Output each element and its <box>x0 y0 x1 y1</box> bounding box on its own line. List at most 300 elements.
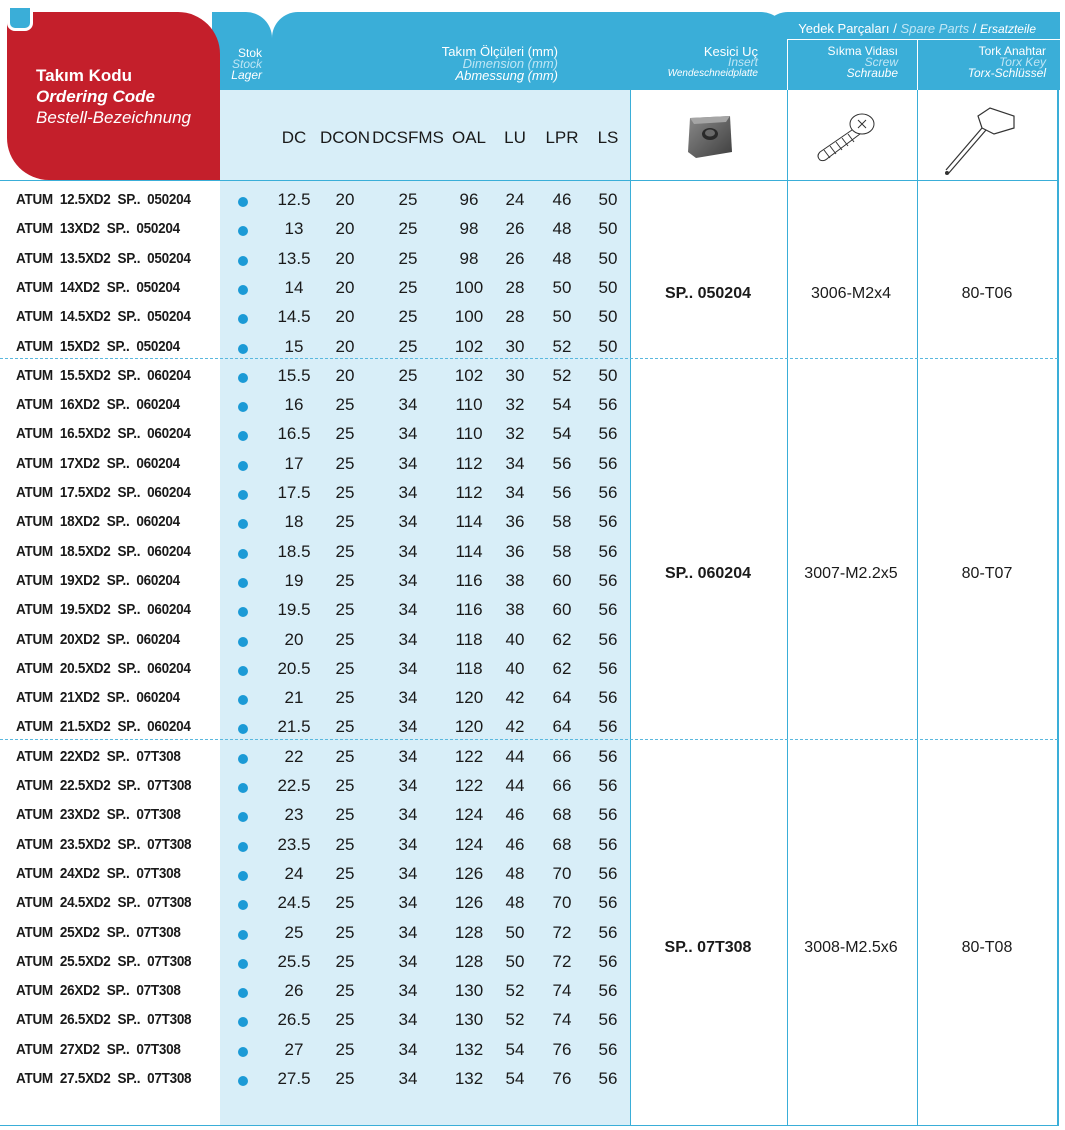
cell-dc: 14 <box>284 277 304 297</box>
group-insert-3: SP.. 07T308 <box>664 939 752 956</box>
cell-lpr: 76 <box>552 1039 572 1059</box>
ordering-code: ATUM 16.5XD2 SP.. 060204 <box>16 425 191 443</box>
ordering-code: ATUM 23XD2 SP.. 07T308 <box>16 806 181 824</box>
cell-oal: 116 <box>455 570 483 590</box>
cell-oal: 130 <box>454 981 484 1001</box>
cell-oal: 110 <box>455 395 483 415</box>
cell-lu: 30 <box>505 365 525 385</box>
cell-oal: 102 <box>454 365 484 385</box>
insert-label: Kesici Uç Insert Wendeschneidplatte <box>667 44 758 79</box>
cell-lpr: 76 <box>552 1069 572 1088</box>
cell-dcsfms: 34 <box>398 541 418 561</box>
table-row <box>0 478 630 507</box>
cell-dcon: 20 <box>335 248 355 268</box>
cell-dc: 25 <box>284 922 304 942</box>
ordering-code: ATUM 21.5XD2 SP.. 060204 <box>16 718 191 736</box>
cell-oal: 112 <box>455 483 483 502</box>
ordering-code: ATUM 24XD2 SP.. 07T308 <box>16 864 181 882</box>
cell-oal: 122 <box>454 746 484 766</box>
ordering-code: ATUM 27XD2 SP.. 07T308 <box>16 1040 181 1058</box>
cell-dcsfms: 34 <box>398 483 418 502</box>
cell-ls: 56 <box>598 483 618 502</box>
cell-lu: 44 <box>505 746 525 766</box>
cell-ls: 56 <box>598 1069 618 1088</box>
stock-dot <box>238 461 248 471</box>
cell-ls: 50 <box>598 307 618 327</box>
table-row <box>0 419 630 448</box>
table-row <box>0 449 630 478</box>
cell-oal: 124 <box>454 834 484 854</box>
stock-dot <box>238 695 248 705</box>
cell-dcon: 25 <box>335 951 355 971</box>
cell-ls: 56 <box>598 688 618 708</box>
table-row <box>0 859 630 888</box>
cell-dc: 24 <box>284 863 304 883</box>
cell-dc: 27.5 <box>277 1069 311 1088</box>
stock-dot <box>238 607 248 617</box>
cell-lu: 54 <box>505 1069 525 1088</box>
cell-lpr: 72 <box>552 951 572 971</box>
cell-lu: 42 <box>505 717 525 737</box>
cell-lu: 42 <box>505 688 525 708</box>
ordering-code: ATUM 16XD2 SP.. 060204 <box>16 396 180 414</box>
cell-lpr: 50 <box>552 277 572 297</box>
table-row <box>0 507 630 536</box>
table-row <box>0 537 630 566</box>
cell-dc: 16 <box>284 395 304 415</box>
cell-dcsfms: 34 <box>398 1039 418 1059</box>
cell-dc: 14.5 <box>277 307 311 327</box>
table-row <box>0 800 630 829</box>
cell-lu: 38 <box>505 600 525 620</box>
cell-oal: 100 <box>454 307 484 327</box>
cell-dcon: 25 <box>335 512 355 532</box>
ordering-code: ATUM 14XD2 SP.. 050204 <box>16 278 180 296</box>
cell-dcon: 20 <box>335 365 355 385</box>
cell-oal: 112 <box>455 453 483 473</box>
cell-oal: 114 <box>455 541 483 561</box>
cell-oal: 118 <box>455 658 483 678</box>
ordering-code: ATUM 24.5XD2 SP.. 07T308 <box>16 894 192 912</box>
cell-dc: 18.5 <box>277 541 311 561</box>
stock-dot <box>238 256 248 266</box>
screw-label: Sıkma Vidası Screw Schraube <box>827 44 898 80</box>
cell-dc: 21 <box>284 688 304 708</box>
cell-ls: 50 <box>598 190 618 209</box>
cell-dc: 15 <box>284 336 304 356</box>
cell-lu: 24 <box>505 190 525 209</box>
stock-dot <box>238 344 248 354</box>
cell-lpr: 70 <box>552 863 572 883</box>
table-row <box>0 654 630 683</box>
cell-dc: 20.5 <box>277 658 311 678</box>
cell-dc: 17.5 <box>277 483 311 502</box>
cell-dcsfms: 25 <box>398 307 418 327</box>
cell-dcsfms: 25 <box>398 277 418 297</box>
cell-dc: 13.5 <box>277 248 311 268</box>
cell-dcsfms: 25 <box>398 365 418 385</box>
stock-dot <box>238 842 248 852</box>
col-lu: LU <box>504 128 526 147</box>
cell-oal: 116 <box>455 600 483 620</box>
cell-dcsfms: 34 <box>398 746 418 766</box>
cell-dcon: 25 <box>335 776 355 795</box>
cell-dcsfms: 34 <box>398 981 418 1001</box>
cell-lu: 36 <box>505 512 525 532</box>
cell-lpr: 46 <box>552 190 572 209</box>
cell-ls: 50 <box>598 219 618 239</box>
cell-ls: 50 <box>598 248 618 268</box>
table-row <box>0 302 630 331</box>
stock-dot <box>238 988 248 998</box>
cell-ls: 56 <box>598 570 618 590</box>
group-key-3: 80-T08 <box>961 939 1013 956</box>
cell-dcsfms: 34 <box>398 922 418 942</box>
col-oal: OAL <box>451 128 487 147</box>
cell-ls: 50 <box>598 277 618 297</box>
cell-oal: 126 <box>454 893 484 913</box>
cell-dcon: 20 <box>335 219 355 239</box>
cell-oal: 120 <box>454 688 484 708</box>
cell-dc: 23.5 <box>277 834 311 854</box>
ordering-code: ATUM 15.5XD2 SP.. 060204 <box>16 366 191 384</box>
cell-lpr: 52 <box>552 365 572 385</box>
cell-dc: 26.5 <box>277 1010 311 1030</box>
cell-ls: 56 <box>598 512 618 532</box>
stock-dot <box>238 666 248 676</box>
stock-dot <box>238 959 248 969</box>
stock-dot <box>238 1017 248 1027</box>
cell-lu: 48 <box>505 863 525 883</box>
cell-lpr: 54 <box>552 395 572 415</box>
cell-lu: 50 <box>505 951 525 971</box>
cell-lpr: 62 <box>552 629 572 649</box>
cell-dcsfms: 34 <box>398 834 418 854</box>
cell-dcsfms: 25 <box>398 219 418 239</box>
cell-oal: 122 <box>454 776 484 795</box>
cell-dc: 15.5 <box>277 365 311 385</box>
cell-dcsfms: 34 <box>398 395 418 415</box>
stock-dot <box>238 812 248 822</box>
cell-dcon: 25 <box>335 453 355 473</box>
cell-oal: 100 <box>454 277 484 297</box>
cell-oal: 98 <box>459 219 479 239</box>
cell-dc: 22 <box>284 746 304 766</box>
cell-ls: 50 <box>598 336 618 356</box>
cell-oal: 102 <box>454 336 484 356</box>
col-dcsfms: DCSFMS <box>372 128 444 147</box>
cell-ls: 50 <box>598 365 618 385</box>
corner-tab <box>7 5 33 31</box>
cell-lpr: 74 <box>552 981 572 1001</box>
cell-dc: 24.5 <box>277 893 311 913</box>
stock-label: Stok Stock Lager <box>231 46 262 82</box>
stock-dot <box>238 637 248 647</box>
ordering-code-tr: Takım Kodu <box>36 66 133 85</box>
ordering-code: ATUM 19XD2 SP.. 060204 <box>16 571 180 589</box>
group-screw-1: 3006-M2x4 <box>810 285 892 302</box>
cell-dcon: 25 <box>335 863 355 883</box>
cell-dcon: 25 <box>335 805 355 825</box>
table-row <box>0 888 630 917</box>
cell-oal: 120 <box>454 717 484 737</box>
table-row <box>0 185 630 214</box>
cell-dcsfms: 34 <box>398 453 418 473</box>
ordering-code: ATUM 27.5XD2 SP.. 07T308 <box>16 1070 192 1087</box>
stock-dot <box>238 1076 248 1086</box>
cell-dc: 17 <box>284 453 304 473</box>
stock-dot <box>238 373 248 383</box>
dimension-label: Takım Ölçüleri (mm) Dimension (mm) Abmessung (mm) <box>441 44 558 83</box>
cell-dcsfms: 34 <box>398 951 418 971</box>
cell-dcon: 20 <box>335 336 355 356</box>
cell-ls: 56 <box>598 893 618 913</box>
cell-dcon: 20 <box>335 277 355 297</box>
cell-dcon: 25 <box>335 981 355 1001</box>
group-insert-1: SP.. 050204 <box>664 285 752 302</box>
ordering-code: ATUM 26.5XD2 SP.. 07T308 <box>16 1011 192 1029</box>
cell-ls: 56 <box>598 424 618 444</box>
cell-ls: 56 <box>598 629 618 649</box>
cell-dc: 16.5 <box>277 424 311 444</box>
group-key-1: 80-T06 <box>961 285 1013 302</box>
cell-lpr: 64 <box>552 717 572 737</box>
table-row <box>0 918 630 947</box>
cell-dcsfms: 34 <box>398 1069 418 1088</box>
stock-dot <box>238 285 248 295</box>
cell-ls: 56 <box>598 1039 618 1059</box>
cell-ls: 56 <box>598 834 618 854</box>
ordering-code: ATUM 22.5XD2 SP.. 07T308 <box>16 777 192 794</box>
ordering-code: ATUM 22XD2 SP.. 07T308 <box>16 747 181 765</box>
cell-ls: 56 <box>598 1010 618 1030</box>
table-row <box>0 830 630 859</box>
cell-lu: 36 <box>505 541 525 561</box>
cell-ls: 56 <box>598 951 618 971</box>
cell-lpr: 56 <box>552 453 572 473</box>
ordering-code: ATUM 13.5XD2 SP.. 050204 <box>16 249 191 267</box>
table-row <box>0 683 630 712</box>
cell-lu: 34 <box>505 483 525 502</box>
table-row <box>0 625 630 654</box>
cell-lpr: 50 <box>552 307 572 327</box>
cell-dc: 18 <box>284 512 304 532</box>
table-row <box>0 712 630 741</box>
ordering-code: ATUM 17XD2 SP.. 060204 <box>16 454 180 472</box>
cell-dcon: 25 <box>335 893 355 913</box>
cell-oal: 96 <box>459 190 479 209</box>
cell-lpr: 60 <box>552 570 572 590</box>
cell-dcsfms: 25 <box>398 190 418 209</box>
cell-dcon: 25 <box>335 629 355 649</box>
ordering-code: ATUM 25XD2 SP.. 07T308 <box>16 923 181 941</box>
cell-lu: 46 <box>505 805 525 825</box>
cell-dcsfms: 34 <box>398 512 418 532</box>
cell-lpr: 54 <box>552 424 572 444</box>
cell-lpr: 66 <box>552 776 572 795</box>
cell-ls: 56 <box>598 600 618 620</box>
cell-dcon: 25 <box>335 717 355 737</box>
cell-dc: 19.5 <box>277 600 311 620</box>
ordering-code: ATUM 19.5XD2 SP.. 060204 <box>16 601 191 619</box>
table-row <box>0 947 630 976</box>
cell-ls: 56 <box>598 658 618 678</box>
cell-lpr: 72 <box>552 922 572 942</box>
stock-dot <box>238 226 248 236</box>
cell-dc: 25.5 <box>277 951 311 971</box>
group-key-2: 80-T07 <box>961 565 1013 582</box>
ordering-code: ATUM 23.5XD2 SP.. 07T308 <box>16 835 192 853</box>
cell-lpr: 66 <box>552 746 572 766</box>
cell-lpr: 74 <box>552 1010 572 1030</box>
stock-dot <box>238 197 248 207</box>
table-row <box>0 273 630 302</box>
cell-lpr: 56 <box>552 483 572 502</box>
cell-dcon: 25 <box>335 922 355 942</box>
cell-dcon: 25 <box>335 746 355 766</box>
insert-image <box>686 112 734 160</box>
cell-oal: 132 <box>454 1039 484 1059</box>
table-row <box>0 244 630 273</box>
cell-ls: 56 <box>598 776 618 795</box>
stock-dot <box>238 871 248 881</box>
col-dcon: DCON <box>319 128 371 147</box>
cell-lpr: 68 <box>552 834 572 854</box>
cell-dc: 26 <box>284 981 304 1001</box>
cell-ls: 56 <box>598 717 618 737</box>
ordering-code: ATUM 18.5XD2 SP.. 060204 <box>16 542 191 560</box>
stock-dot <box>238 783 248 793</box>
cell-oal: 128 <box>454 922 484 942</box>
torx-key-image <box>938 104 1018 184</box>
cell-ls: 56 <box>598 453 618 473</box>
cell-dcsfms: 34 <box>398 893 418 913</box>
cell-dc: 19 <box>284 570 304 590</box>
stock-dot <box>238 431 248 441</box>
table-row <box>0 1005 630 1034</box>
cell-lu: 54 <box>505 1039 525 1059</box>
cell-dc: 21.5 <box>277 717 311 737</box>
table-row <box>0 771 630 800</box>
table-row <box>0 1064 630 1093</box>
cell-dcon: 25 <box>335 1039 355 1059</box>
stock-dot <box>238 900 248 910</box>
cell-lpr: 58 <box>552 512 572 532</box>
cell-lu: 34 <box>505 453 525 473</box>
group-screw-2: 3007-M2.2x5 <box>804 565 898 582</box>
cell-dcsfms: 34 <box>398 658 418 678</box>
cell-dcsfms: 25 <box>398 336 418 356</box>
ordering-code: ATUM 20.5XD2 SP.. 060204 <box>16 659 191 677</box>
cell-ls: 56 <box>598 541 618 561</box>
cell-lu: 32 <box>505 424 525 444</box>
cell-lu: 40 <box>505 658 525 678</box>
ordering-code: ATUM 14.5XD2 SP.. 050204 <box>16 308 191 326</box>
cell-dcon: 25 <box>335 1010 355 1030</box>
cell-ls: 56 <box>598 805 618 825</box>
cell-lpr: 68 <box>552 805 572 825</box>
cell-lu: 26 <box>505 219 525 239</box>
stock-dot <box>238 402 248 412</box>
ordering-code: ATUM 17.5XD2 SP.. 060204 <box>16 484 191 501</box>
cell-dcsfms: 34 <box>398 1010 418 1030</box>
cell-dcsfms: 34 <box>398 424 418 444</box>
cell-dcon: 25 <box>335 600 355 620</box>
cell-lu: 46 <box>505 834 525 854</box>
ordering-code: ATUM 13XD2 SP.. 050204 <box>16 220 180 238</box>
cell-oal: 128 <box>454 951 484 971</box>
cell-lu: 48 <box>505 893 525 913</box>
cell-oal: 118 <box>455 629 483 649</box>
cell-dc: 13 <box>284 219 304 239</box>
cell-lu: 28 <box>505 277 525 297</box>
cell-lu: 44 <box>505 776 525 795</box>
cell-dcon: 25 <box>335 1069 355 1088</box>
group-screw-3: 3008-M2.5x6 <box>804 939 898 956</box>
cell-oal: 98 <box>459 248 479 268</box>
table-row <box>0 976 630 1005</box>
cell-dcon: 25 <box>335 541 355 561</box>
stock-dot <box>238 314 248 324</box>
cell-lu: 52 <box>505 1010 525 1030</box>
ordering-code: ATUM 12.5XD2 SP.. 050204 <box>16 191 191 208</box>
cell-lu: 38 <box>505 570 525 590</box>
cell-lpr: 70 <box>552 893 572 913</box>
cell-dcsfms: 34 <box>398 717 418 737</box>
cell-lu: 50 <box>505 922 525 942</box>
torx-key-label: Tork Anahtar Torx Key Torx-Schlüssel <box>967 44 1046 80</box>
cell-dc: 20 <box>284 629 304 649</box>
stock-dot <box>238 724 248 734</box>
cell-dcon: 20 <box>335 190 355 209</box>
table-row <box>0 361 630 390</box>
cell-dcon: 25 <box>335 688 355 708</box>
ordering-code-de: Bestell-Bezeichnung <box>36 108 191 127</box>
cell-ls: 56 <box>598 922 618 942</box>
table-row <box>0 390 630 419</box>
cell-lu: 30 <box>505 336 525 356</box>
group-insert-2: SP.. 060204 <box>664 565 752 582</box>
stock-dot <box>238 490 248 500</box>
cell-oal: 126 <box>454 863 484 883</box>
cell-lu: 52 <box>505 981 525 1001</box>
cell-dc: 22.5 <box>277 776 311 795</box>
table-row <box>0 566 630 595</box>
table-row <box>0 742 630 771</box>
cell-dcsfms: 25 <box>398 248 418 268</box>
cell-oal: 130 <box>454 1010 484 1030</box>
ordering-code: ATUM 18XD2 SP.. 060204 <box>16 513 180 531</box>
cell-dcsfms: 34 <box>398 600 418 620</box>
cell-lpr: 52 <box>552 336 572 356</box>
cell-lpr: 58 <box>552 541 572 561</box>
ordering-code: ATUM 25.5XD2 SP.. 07T308 <box>16 952 192 970</box>
cell-dc: 12.5 <box>277 190 311 209</box>
ordering-code: ATUM 15XD2 SP.. 050204 <box>16 337 180 355</box>
cell-dcon: 25 <box>335 424 355 444</box>
cell-ls: 56 <box>598 981 618 1001</box>
cell-dcon: 25 <box>335 834 355 854</box>
cell-lu: 28 <box>505 307 525 327</box>
cell-dcon: 20 <box>335 307 355 327</box>
table-row <box>0 214 630 243</box>
ordering-code: ATUM 26XD2 SP.. 07T308 <box>16 982 181 1000</box>
cell-dcsfms: 34 <box>398 863 418 883</box>
stock-dot <box>238 754 248 764</box>
screw-image <box>810 110 880 166</box>
cell-oal: 114 <box>455 512 483 532</box>
col-lpr: LPR <box>545 128 579 147</box>
